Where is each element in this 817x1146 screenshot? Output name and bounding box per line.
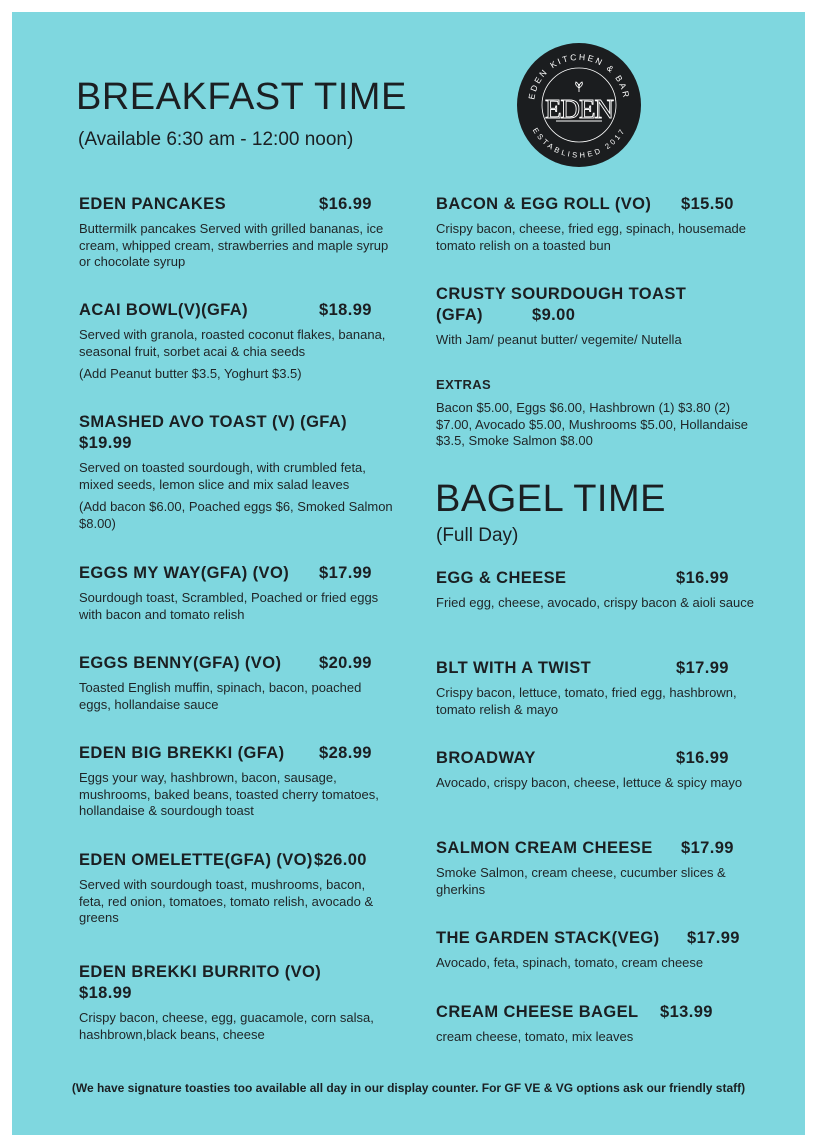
item-name: BACON & EGG ROLL (VO) <box>436 195 652 213</box>
item-description: Smoke Salmon, cream cheese, cucumber slices & gherkins <box>436 865 726 897</box>
item-name: EDEN BIG BREKKI (GFA) <box>79 744 285 762</box>
item-description: Crispy bacon, lettuce, tomato, fried egg, hashbrown, tomato relish & mayo <box>436 685 737 717</box>
logo-established-text: ESTABLISHED 2017 <box>530 126 628 160</box>
item-price: $18.99 <box>79 984 132 1002</box>
item-name: THE GARDEN STACK(VEG) <box>436 929 660 947</box>
item-description: Avocado, crispy bacon, cheese, lettuce & spicy mayo <box>436 775 743 790</box>
item-description: Buttermilk pancakes Served with grilled bananas, ice cream, whipped cream, strawberries and maple syrup or chocolate syrup <box>79 221 389 269</box>
item-price: $28.99 <box>319 744 372 762</box>
menu-item-eden-big-brekki <box>79 743 394 820</box>
menu-item-broadway <box>436 748 754 792</box>
item-description: Served on toasted sourdough, with crumbled feta, mixed seeds, lemon slice and mix salad leaves <box>79 460 366 492</box>
item-description: Sourdough toast, Scrambled, Poached or fried eggs with bacon and tomato relish <box>79 590 379 622</box>
item-addons: (Add bacon $6.00, Poached eggs $6, Smoked Salmon $8.00) <box>79 499 393 531</box>
item-price: $16.99 <box>676 749 729 767</box>
item-name: SALMON CREAM CHEESE <box>436 839 653 857</box>
item-description: Crispy bacon, cheese, egg, guacamole, corn salsa, hashbrown,black beans, cheese <box>79 1010 374 1042</box>
item-price: $17.99 <box>676 659 729 677</box>
item-price: $16.99 <box>676 569 729 587</box>
bagel-subtitle: (Full Day) <box>436 525 519 546</box>
menu-item-eggs-benny <box>79 653 394 713</box>
menu-item-salmon-cream-cheese <box>436 838 754 898</box>
menu-sheet <box>12 12 805 1135</box>
logo-wordmark: EDEN <box>545 94 613 124</box>
item-price: $13.99 <box>660 1003 713 1021</box>
menu-item-smashed-avo-toast <box>79 412 394 532</box>
item-price: $15.50 <box>681 195 734 213</box>
breakfast-subtitle: (Available 6:30 am - 12:00 noon) <box>78 129 354 150</box>
item-description: Crispy bacon, cheese, fried egg, spinach, housemade tomato relish on a toasted bun <box>436 221 747 253</box>
menu-item-blt-with-a-twist <box>436 658 754 718</box>
item-name: CREAM CHEESE BAGEL <box>436 1003 639 1021</box>
item-name: BLT WITH A TWIST <box>436 659 592 677</box>
item-price: $9.00 <box>532 306 576 324</box>
menu-item-bacon-egg-roll <box>436 194 754 254</box>
item-name: BROADWAY <box>436 749 536 767</box>
item-price: $17.99 <box>687 929 740 947</box>
item-name: CRUSTY SOURDOUGH TOAST (GFA) <box>436 285 687 324</box>
logo-ring-text: EDEN KITCHEN & BAR <box>526 51 632 101</box>
item-description: cream cheese, tomato, mix leaves <box>436 1029 634 1044</box>
extras-title: EXTRAS <box>436 377 492 392</box>
menu-item-crusty-sourdough-toast <box>436 284 754 349</box>
menu-item-acai-bowl <box>79 300 394 383</box>
menu-item-eden-brekki-burrito <box>79 962 394 1043</box>
item-description: Avocado, feta, spinach, tomato, cream cheese <box>436 955 704 970</box>
item-description: Fried egg, cheese, avocado, crispy bacon & aioli sauce <box>436 595 754 610</box>
footer-note: (We have signature toasties too available all day in our display counter. For GF VE & VG options ask our friendly staff) <box>71 1081 746 1095</box>
item-description: Served with granola, roasted coconut flakes, banana, seasonal fruit, sorbet acai & chia seeds <box>79 327 386 359</box>
bagel-title: BAGEL TIME <box>435 478 666 520</box>
breakfast-title: BREAKFAST TIME <box>76 76 407 118</box>
item-name: EDEN PANCAKES <box>79 195 226 213</box>
menu-item-garden-stack <box>436 928 754 972</box>
item-description: Toasted English muffin, spinach, bacon, poached eggs, hollandaise sauce <box>79 680 362 712</box>
item-price: $19.99 <box>79 434 132 452</box>
item-description: With Jam/ peanut butter/ vegemite/ Nutella <box>436 332 682 347</box>
item-name: EDEN OMELETTE(GFA) (VO) <box>79 851 313 869</box>
item-name: SMASHED AVO TOAST (V) (GFA) <box>79 413 348 431</box>
item-price: $17.99 <box>319 564 372 582</box>
menu-item-cream-cheese-bagel <box>436 1002 754 1046</box>
item-price: $26.00 <box>314 851 367 869</box>
item-name: ACAI BOWL(V)(GFA) <box>79 301 249 319</box>
menu-item-eden-omelette <box>79 850 394 927</box>
item-description: Eggs your way, hashbrown, bacon, sausage, mushrooms, baked beans, toasted cherry tomatoes, hollandaise & sourdough toast <box>79 770 379 818</box>
item-price: $16.99 <box>319 195 372 213</box>
menu-item-eggs-my-way <box>79 563 394 623</box>
extras-section <box>436 377 754 450</box>
item-description: Served with sourdough toast, mushrooms, bacon, feta, red onion, tomatoes, tomato relish, avocado & greens <box>79 877 374 925</box>
item-price: $20.99 <box>319 654 372 672</box>
item-name: EGG & CHEESE <box>436 569 567 587</box>
menu-item-eden-pancakes <box>79 194 394 271</box>
item-name: EGGS BENNY(GFA) (VO) <box>79 654 282 672</box>
item-name: EGGS MY WAY(GFA) (VO) <box>79 564 290 582</box>
extras-list: Bacon $5.00, Eggs $6.00, Hashbrown (1) $3.80 (2) $7.00, Avocado $5.00, Mushrooms $5.00, Hollandaise $3.5, Smoke Salmon $8.00 <box>436 400 748 448</box>
item-price: $18.99 <box>319 301 372 319</box>
item-name: EDEN BREKKI BURRITO (VO) <box>79 963 322 981</box>
eden-logo <box>516 42 642 168</box>
menu-item-egg-cheese <box>436 568 754 612</box>
item-addons: (Add Peanut butter $3.5, Yoghurt $3.5) <box>79 366 302 381</box>
item-price: $17.99 <box>681 839 734 857</box>
